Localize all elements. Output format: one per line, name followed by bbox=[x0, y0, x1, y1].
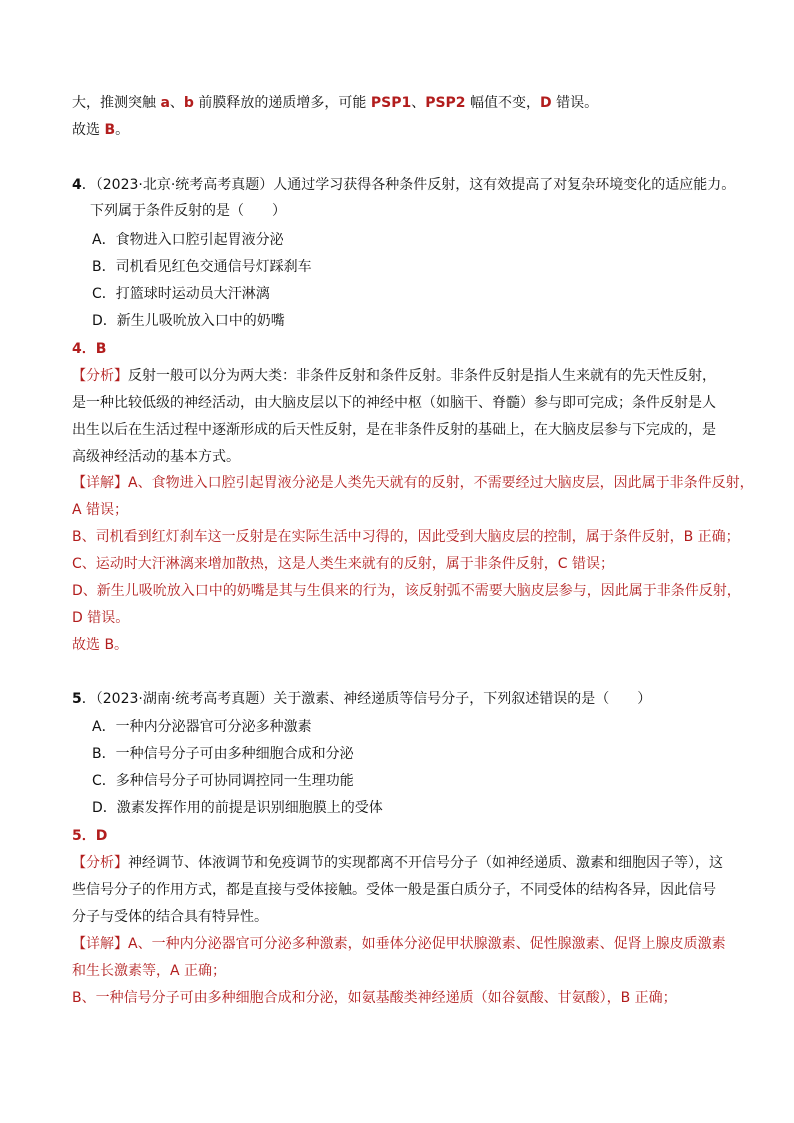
q4-analysis-line-2: 是一种比较低级的神经活动，由大脑皮层以下的神经中枢（如脑干、脊髓）参与即可完成；条件反射是人 bbox=[72, 395, 716, 411]
q5-detail-line-3: B、一种信号分子可由多种细胞合成和分泌，如氨基酸类神经递质（如谷氨酸、甘氨酸），B 正确； bbox=[72, 990, 677, 1006]
q4-option-a: A．食物进入口腔引起胃液分泌 bbox=[92, 232, 284, 248]
prev-conclusion-line: 故选 B。 bbox=[72, 122, 130, 138]
q4-analysis-line-4: 高级神经活动的基本方式。 bbox=[72, 449, 240, 465]
q4-option-b: B．司机看见红色交通信号灯踩刹车 bbox=[92, 259, 312, 275]
q4-analysis-line-1: 【分析】反射一般可以分为两大类：非条件反射和条件反射。非条件反射是指人生来就有的先天性反射， bbox=[72, 368, 716, 384]
q5-analysis-line-3: 分子与受体的结合具有特异性。 bbox=[72, 909, 268, 925]
q5-stem-line-1: 5．（2023·湖南·统考高考真题）关于激素、神经递质等信号分子，下列叙述错误的是（ ） bbox=[72, 691, 652, 707]
q4-detail-line-2: A 错误； bbox=[72, 502, 129, 518]
prev-explanation-line: 大，推测突触 a、b 前膜释放的递质增多，可能 PSP1、PSP2 幅值不变，D 错误。 bbox=[72, 95, 599, 111]
q5-analysis-line-1: 【分析】神经调节、体液调节和免疫调节的实现都离不开信号分子（如神经递质、激素和细胞因子等），这 bbox=[72, 855, 723, 871]
q5-detail-line-1: 【详解】A、一种内分泌器官可分泌多种激素，如垂体分泌促甲状腺激素、促性腺激素、促肾上腺皮质激素 bbox=[72, 936, 726, 952]
q4-answer: 4．B bbox=[72, 341, 107, 357]
q5-option-d: D．激素发挥作用的前提是识别细胞膜上的受体 bbox=[92, 800, 383, 816]
q4-detail-line-4: C、运动时大汗淋漓来增加散热，这是人类生来就有的反射，属于非条件反射，C 错误； bbox=[72, 556, 614, 572]
q4-stem-line-2: 下列属于条件反射的是（ ） bbox=[90, 203, 286, 219]
q4-stem-line-1: 4．（2023·北京·统考高考真题）人通过学习获得各种条件反射，这有效提高了对复杂环境变化的适应能力。 bbox=[72, 177, 736, 193]
q5-option-b: B．一种信号分子可由多种细胞合成和分泌 bbox=[92, 746, 354, 762]
q4-detail-line-1: 【详解】A、食物进入口腔引起胃液分泌是人类先天就有的反射，不需要经过大脑皮层，因此属于非条件反射， bbox=[72, 475, 754, 491]
q4-detail-line-3: B、司机看到红灯刹车这一反射是在实际生活中习得的，因此受到大脑皮层的控制，属于条件反射，B 正确； bbox=[72, 529, 740, 545]
q4-detail-line-5: D、新生儿吸吮放入口中的奶嘴是其与生俱来的行为，该反射弧不需要大脑皮层参与，因此属于非条件反射， bbox=[72, 583, 741, 599]
q5-option-a: A．一种内分泌器官可分泌多种激素 bbox=[92, 719, 312, 735]
q4-detail-line-6: D 错误。 bbox=[72, 610, 130, 626]
q5-option-c: C．多种信号分子可协同调控同一生理功能 bbox=[92, 773, 354, 789]
q5-analysis-line-2: 些信号分子的作用方式，都是直接与受体接触。受体一般是蛋白质分子，不同受体的结构各异，因此信号 bbox=[72, 882, 716, 898]
q4-conclusion: 故选 B。 bbox=[72, 637, 129, 653]
q5-answer: 5．D bbox=[72, 828, 108, 844]
q4-option-d: D．新生儿吸吮放入口中的奶嘴 bbox=[92, 313, 285, 329]
q4-analysis-line-3: 出生以后在生活过程中逐渐形成的后天性反射，是在非条件反射的基础上，在大脑皮层参与下完成的，是 bbox=[72, 422, 716, 438]
q4-option-c: C．打篮球时运动员大汗淋漓 bbox=[92, 286, 270, 302]
q5-detail-line-2: 和生长激素等，A 正确； bbox=[72, 963, 227, 979]
